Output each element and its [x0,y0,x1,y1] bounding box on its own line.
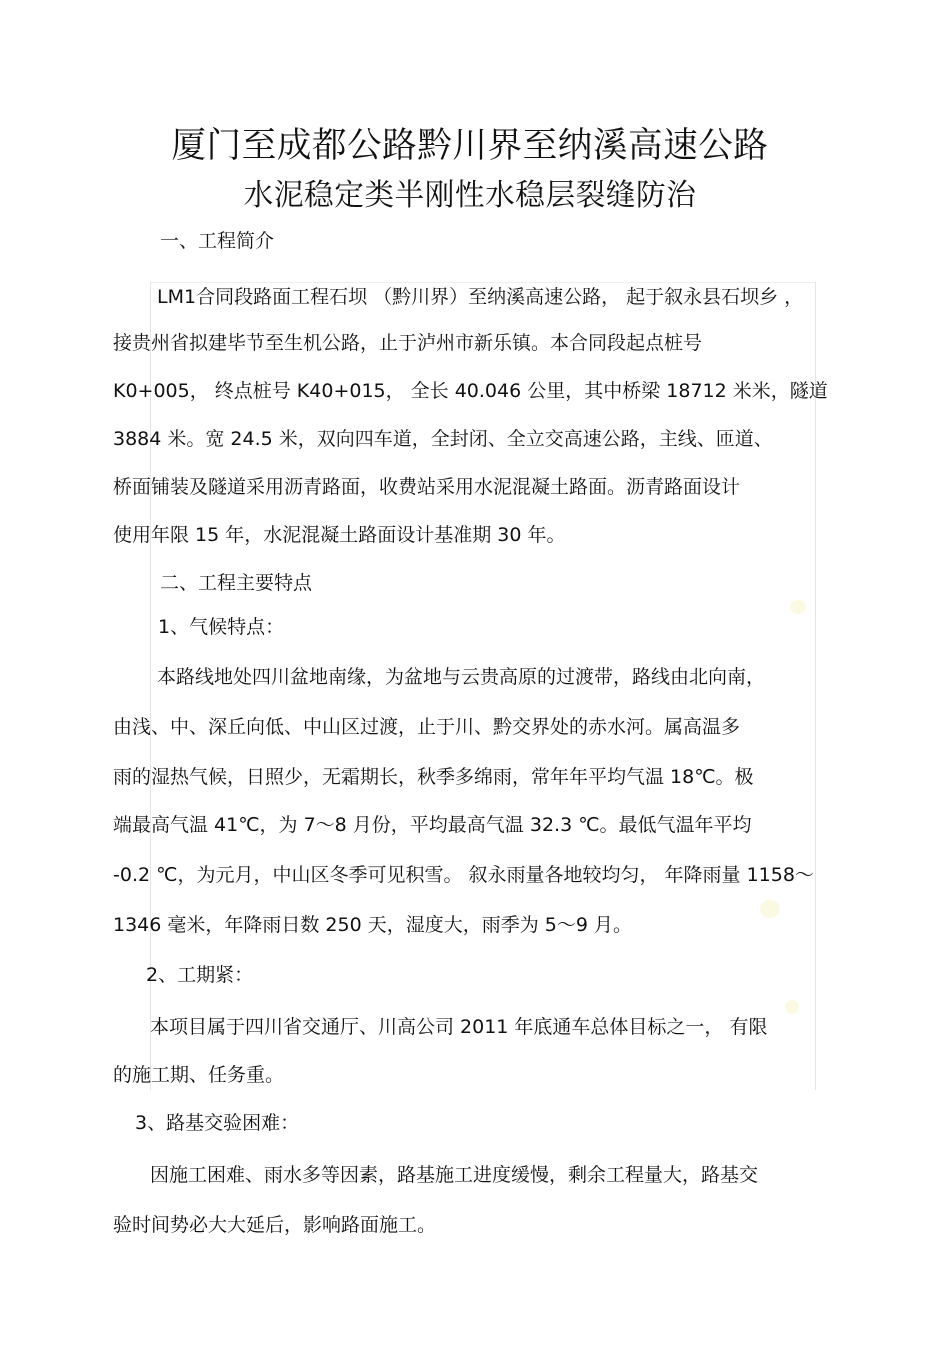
section-heading-intro: 一、工程简介 [160,230,275,252]
paragraph-line: 桥面铺装及隧道采用沥青路面，收费站采用水泥混凝土路面。沥青路面设计 [113,476,741,498]
paragraph-line: 本路线地处四川盆地南缘，为盆地与云贵高原的过渡带，路线由北向南， [157,666,766,688]
frame-top-border [150,282,815,283]
paragraph-line: 的施工期、任务重。 [113,1064,285,1086]
paper-spot [785,1000,799,1014]
paper-spot [790,600,806,614]
paragraph-line: 接贵州省拟建毕节至生机公路，止于泸州市新乐镇。本合同段起点桩号 [113,332,703,354]
section-heading-features: 二、工程主要特点 [160,572,313,594]
subsection-heading-schedule: 2、工期紧： [146,964,254,986]
paragraph-line: 使用年限 15 年，水泥混凝土路面设计基准期 30 年。 [113,524,566,546]
paper-spot [760,900,780,918]
paragraph-line: 3884 米。宽 24.5 米，双向四车道，全封闭、全立交高速公路，主线、匝道、 [113,428,773,450]
frame-right-border [815,282,816,1090]
paragraph-line: 端最高气温 41℃，为 7～8 月份，平均最高气温 32.3 ℃。最低气温年平均 [113,814,752,836]
document-subtitle: 水泥稳定类半刚性水稳层裂缝防治 [243,178,697,213]
subsection-heading-climate: 1、气候特点： [158,616,285,638]
subsection-heading-subgrade: 3、路基交验困难： [135,1112,300,1134]
paragraph-line: K0+005， 终点桩号 K40+015， 全长 40.046 公里，其中桥梁 18712 米米，隧道 [113,380,828,402]
paragraph-line: 验时间势必大大延后，影响路面施工。 [113,1214,437,1236]
paragraph-line: 由浅、中、深丘向低、中山区过渡，止于川、黔交界处的赤水河。属高温多 [113,716,741,738]
paragraph-line: 1346 毫米，年降雨日数 250 天，湿度大，雨季为 5～9 月。 [113,914,632,936]
document-title: 厦门至成都公路黔川界至纳溪高速公路 [171,126,769,166]
paragraph-line: 雨的湿热气候，日照少，无霜期长，秋季多绵雨，常年年平均气温 18℃。极 [113,766,754,788]
paragraph-line: LM1合同段路面工程石坝 （黔川界）至纳溪高速公路， 起于叙永县石坝乡 ， [157,286,804,308]
paragraph-line: 本项目属于四川省交通厅、川高公司 2011 年底通车总体目标之一， 有限 [150,1016,768,1038]
paragraph-line: -0.2 ℃，为元月，中山区冬季可见积雪。 叙永雨量各地较均匀， 年降雨量 1158～ [113,864,814,886]
paragraph-line: 因施工困难、雨水多等因素，路基施工进度缓慢，剩余工程量大，路基交 [150,1164,759,1186]
